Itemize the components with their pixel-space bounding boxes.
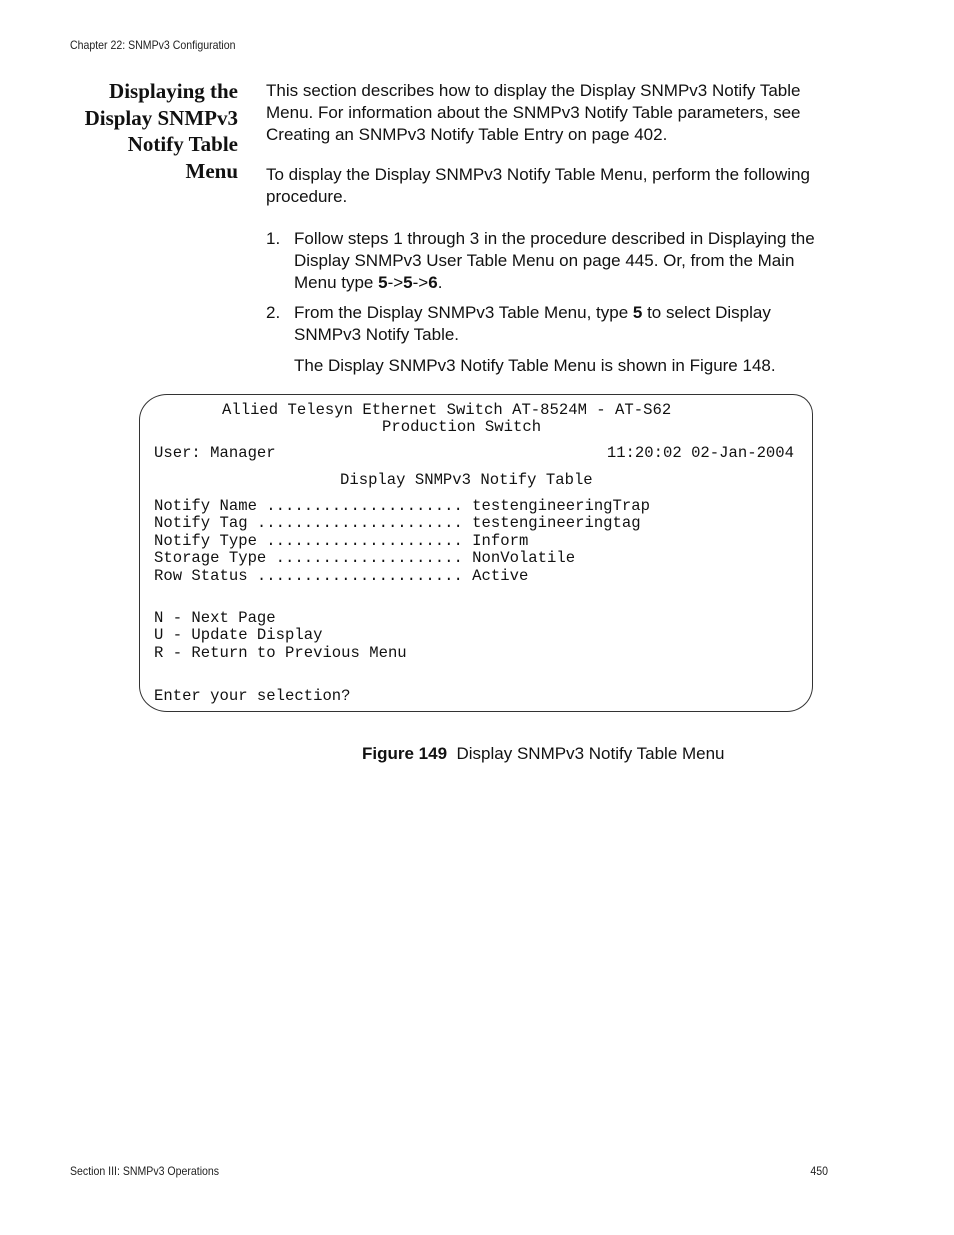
key-5: 5 bbox=[632, 303, 643, 322]
key-6: 6 bbox=[428, 273, 438, 292]
step-number: 2. bbox=[266, 303, 281, 322]
figure-caption-text: Display SNMPv3 Notify Table Menu bbox=[456, 744, 725, 763]
terminal-user: User: Manager bbox=[154, 444, 276, 462]
terminal-header-line-1: Allied Telesyn Ethernet Switch AT-8524M - AT-S62 bbox=[222, 401, 672, 419]
step-text-body: From the Display SNMPv3 Table Menu, type bbox=[294, 303, 633, 322]
step-text bbox=[294, 228, 832, 294]
terminal-notify-fields: Notify Name ..................... testengineeringTrap Notify Tag ...................... testengineeringtag Notify Type ..................... Inform Storage Type .................... NonVolatile Row Status ...................... Active bbox=[154, 497, 650, 585]
heading-line-1: Displaying the bbox=[109, 79, 238, 103]
figure-reference-text: The Display SNMPv3 Notify Table Menu is shown in Figure 148. bbox=[294, 356, 776, 375]
figure-label: Figure 149 bbox=[362, 744, 448, 763]
section-heading bbox=[60, 78, 238, 184]
terminal-datetime: 11:20:02 02-Jan-2004 bbox=[606, 444, 794, 462]
step-text-tail: to select Display SNMPv3 Notify Table. bbox=[294, 303, 771, 344]
terminal-menu-title: Display SNMPv3 Notify Table bbox=[340, 471, 593, 489]
step-text bbox=[294, 302, 832, 346]
footer-section: Section III: SNMPv3 Operations bbox=[70, 1164, 220, 1178]
procedure-paragraph: To display the Display SNMPv3 Notify Table Menu, perform the following procedure. bbox=[266, 165, 810, 206]
terminal-header-line-2: Production Switch bbox=[382, 418, 542, 436]
step-number: 1. bbox=[266, 229, 281, 248]
heading-line-4: Menu bbox=[185, 158, 238, 183]
figure-caption bbox=[0, 743, 954, 765]
key-5: 5 bbox=[378, 273, 388, 292]
terminal-prompt: Enter your selection? bbox=[154, 687, 351, 705]
running-head: Chapter 22: SNMPv3 Configuration bbox=[70, 38, 236, 52]
terminal-menu-options: N - Next Page U - Update Display R - Return to Previous Menu bbox=[154, 609, 407, 662]
page-number: 450 bbox=[810, 1164, 828, 1178]
period: . bbox=[437, 273, 443, 292]
heading-line-2: Display SNMPv3 bbox=[84, 105, 238, 130]
heading-line-3: Notify Table bbox=[127, 132, 238, 156]
step-text-body: Follow steps 1 through 3 in the procedure described in Displaying the Display SNMPv3 User Table Menu on page 445. Or, from the Main Menu type bbox=[294, 229, 815, 292]
arrow-separator: -> bbox=[387, 273, 404, 292]
intro-paragraph: This section describes how to display the Display SNMPv3 Notify Table Menu. For information about the SNMPv3 Notify Table parameters, see Creating an SNMPv3 Notify Table Entry on page 402. bbox=[266, 81, 801, 144]
key-5: 5 bbox=[403, 273, 413, 292]
arrow-separator: -> bbox=[412, 273, 429, 292]
